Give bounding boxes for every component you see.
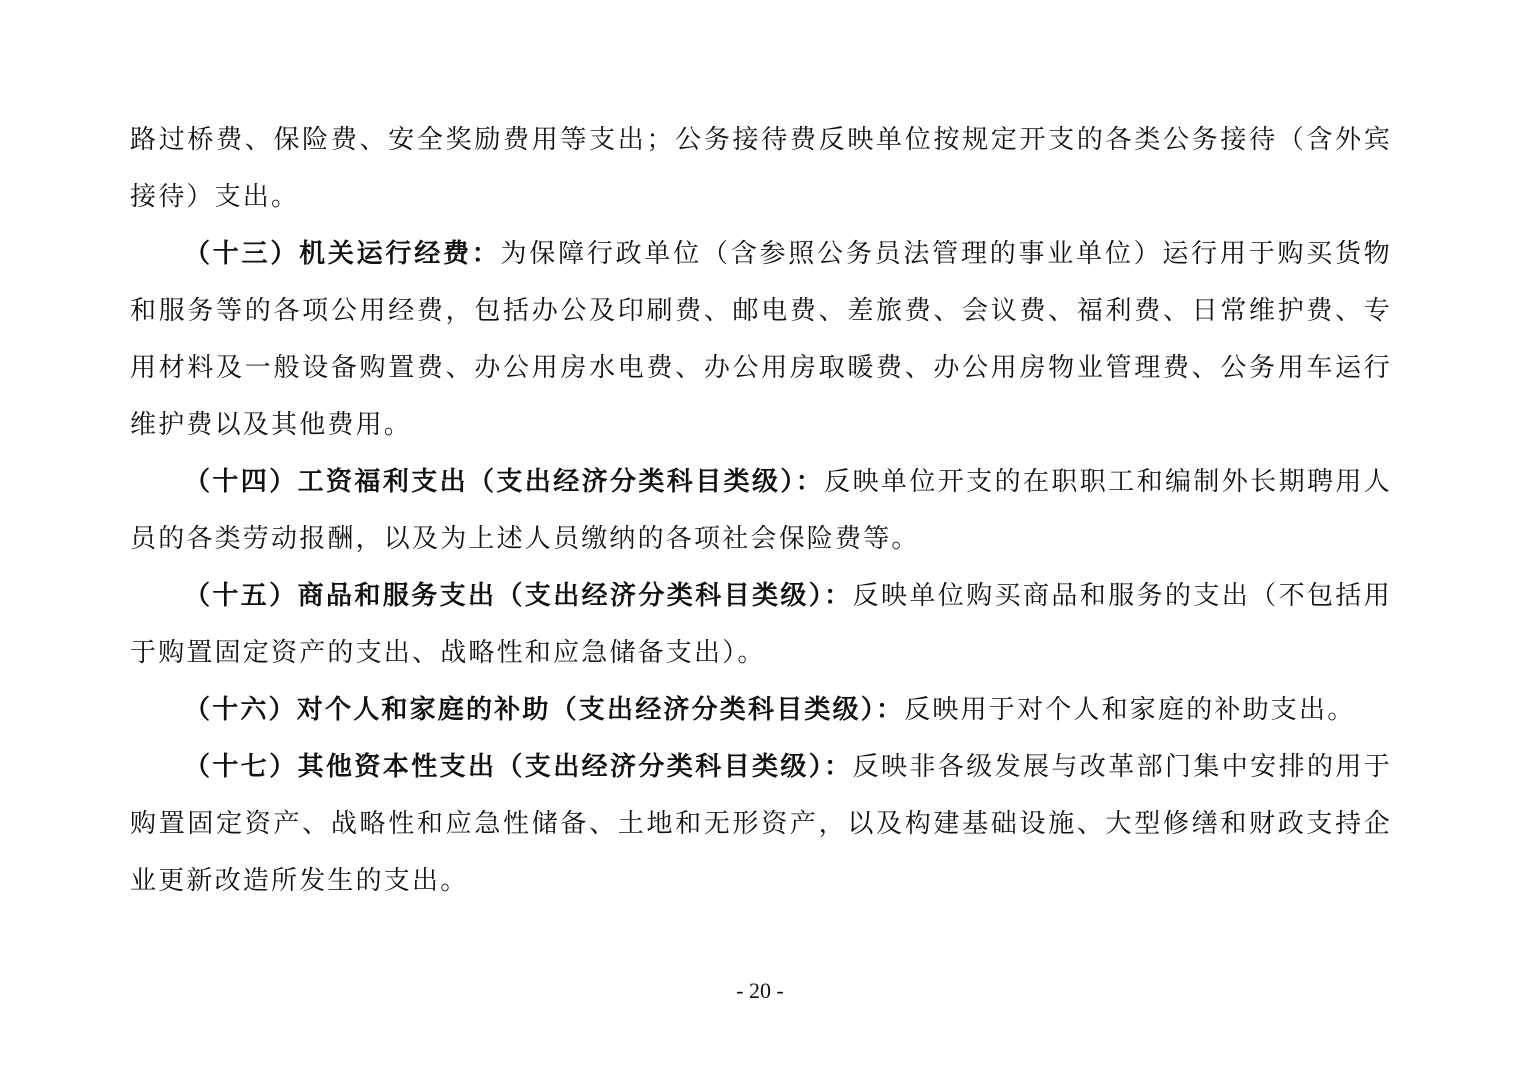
paragraph-text: 反映单位购买商品和服务的支出（不包括用于购置固定资产的支出、战略性和应急储备支出）。 (130, 581, 1392, 668)
paragraph-17-other-capital-expenditure (130, 739, 1392, 910)
paragraph-continuation (130, 112, 1392, 226)
paragraph-15-goods-services (130, 568, 1392, 682)
document-body (130, 112, 1392, 910)
paragraph-heading: （十七）其他资本性支出（支出经济分类科目类级）： (184, 752, 853, 782)
paragraph-text: 为保障行政单位（含参照公务员法管理的事业单位）运行用于购买货物和服务等的各项公用经费，包括办公及印刷费、邮电费、差旅费、会议费、福利费、日常维护费、专用材料及一般设备购置费、办公用房水电费、办公用房取暖费、办公用房物业管理费、公务用车运行维护费以及其他费用。 (130, 239, 1392, 440)
paragraph-text: 反映用于对个人和家庭的补助支出。 (904, 695, 1356, 725)
paragraph-text: 反映非各级发展与改革部门集中安排的用于购置固定资产、战略性和应急性储备、土地和无形资产，以及构建基础设施、大型修缮和财政支持企业更新改造所发生的支出。 (130, 752, 1392, 896)
paragraph-13-office-operating-funds (130, 226, 1392, 454)
paragraph-heading: （十三）机关运行经费： (184, 239, 501, 269)
paragraph-16-household-subsidies (130, 682, 1392, 739)
paragraph-text: 反映单位开支的在职职工和编制外长期聘用人员的各类劳动报酬，以及为上述人员缴纳的各项社会保险费等。 (130, 467, 1392, 554)
paragraph-14-wages-welfare (130, 454, 1392, 568)
paragraph-heading: （十四）工资福利支出（支出经济分类科目类级）： (184, 467, 825, 497)
paragraph-heading: （十五）商品和服务支出（支出经济分类科目类级）： (184, 581, 853, 611)
page-number: - 20 - (736, 978, 784, 1003)
paragraph-text: 路过桥费、保险费、安全奖励费用等支出；公务接待费反映单位按规定开支的各类公务接待（含外宾接待）支出。 (130, 125, 1392, 212)
paragraph-heading: （十六）对个人和家庭的补助（支出经济分类科目类级）： (184, 695, 905, 725)
